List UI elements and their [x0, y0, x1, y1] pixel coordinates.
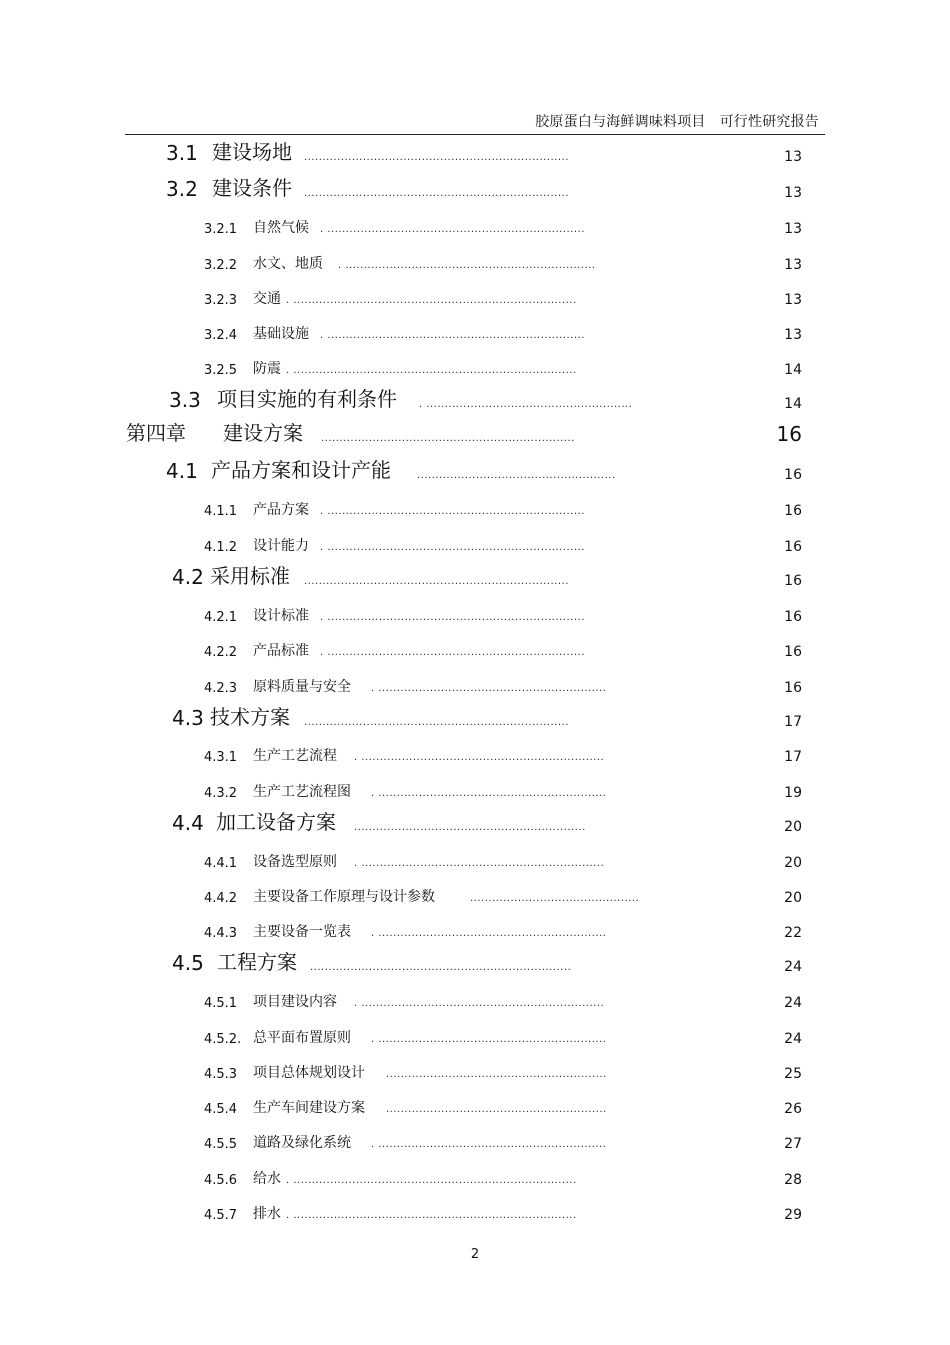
toc-entry[interactable] — [0, 599, 950, 629]
toc-entry-title: 加工设备方案 — [216, 810, 336, 834]
toc-entry[interactable] — [0, 670, 950, 700]
toc-entry-leader: . ...................................................................... — [320, 612, 585, 623]
toc-entry-number: 4.3.2 — [204, 786, 238, 801]
toc-entry-number: 3.2.1 — [204, 222, 238, 237]
toc-entry-title: 技术方案 — [210, 705, 290, 729]
toc-entry-title: 给水 — [253, 1171, 281, 1187]
toc-entry[interactable] — [0, 457, 950, 487]
toc-entry-page: 13 — [784, 327, 802, 343]
toc-entry-page: 29 — [784, 1207, 802, 1223]
toc-entry-number: 4.5.6 — [204, 1173, 238, 1188]
toc-entry-title: 建设方案 — [223, 421, 303, 445]
toc-entry[interactable] — [0, 282, 950, 312]
toc-entry-leader: ........................................................................ — [304, 152, 569, 163]
toc-entry-page: 22 — [784, 925, 802, 941]
toc-entry-number: 4.3.1 — [204, 750, 238, 765]
toc-entry-number: 第四章 — [126, 421, 186, 445]
toc-entry-number: 4.2.3 — [204, 681, 238, 696]
toc-entry[interactable] — [0, 386, 950, 416]
toc-entry-page: 16 — [784, 573, 802, 589]
toc-entry-leader: . .................................................................. — [354, 752, 605, 763]
toc-entry-page: 20 — [784, 819, 802, 835]
toc-entry-leader: . ...................................................................... — [320, 224, 585, 235]
toc-entry-page: 17 — [784, 749, 802, 765]
toc-entry-title: 排水 — [253, 1206, 281, 1222]
toc-entry-title: 自然气候 — [253, 220, 309, 236]
toc-entry-number: 3.2.3 — [204, 293, 238, 308]
toc-entry[interactable] — [0, 175, 950, 205]
toc-entry-leader: ........................................................................ — [304, 188, 569, 199]
toc-entry-leader: . ...................................................................... — [320, 330, 585, 341]
toc-entry-title: 主要设备一览表 — [253, 924, 351, 940]
toc-entry-page: 13 — [784, 149, 802, 165]
toc-entry-leader: ...................................................... — [417, 470, 616, 481]
toc-entry-page: 16 — [784, 609, 802, 625]
toc-entry-title: 水文、地质 — [253, 256, 323, 272]
toc-entry-title: 产品方案和设计产能 — [211, 458, 391, 482]
toc-entry-number: 4.1.1 — [204, 504, 238, 519]
toc-entry[interactable] — [0, 845, 950, 875]
toc-entry-leader: . ............................................................................. — [286, 1210, 577, 1221]
toc-entry-title: 道路及绿化系统 — [253, 1135, 351, 1151]
toc-entry-title: 主要设备工作原理与设计参数 — [253, 889, 435, 905]
toc-entry[interactable] — [0, 634, 950, 664]
toc-entry-title: 总平面布置原则 — [253, 1030, 351, 1046]
toc-entry-page: 16 — [784, 503, 802, 519]
toc-entry-page: 16 — [776, 422, 802, 446]
toc-entry-page: 13 — [784, 185, 802, 201]
toc-entry-number: 4.2.2 — [204, 645, 238, 660]
toc-entry-title: 设计标准 — [253, 608, 309, 624]
toc-entry[interactable] — [0, 704, 950, 734]
toc-entry-number: 4.2.1 — [204, 610, 238, 625]
toc-entry-leader: ..................................................................... — [321, 433, 575, 444]
toc-entry-leader: ............................................................... — [354, 822, 586, 833]
toc-entry[interactable] — [0, 949, 950, 979]
toc-entry[interactable] — [0, 1021, 950, 1051]
toc-entry-number: 3.1 — [166, 141, 198, 165]
toc-entry-page: 24 — [784, 1031, 802, 1047]
toc-entry-leader: . ........................................................ — [419, 399, 633, 410]
toc-entry[interactable] — [0, 1056, 950, 1086]
toc-entry[interactable] — [0, 352, 950, 382]
toc-entry-page: 14 — [784, 396, 802, 412]
toc-entry-page: 13 — [784, 257, 802, 273]
toc-entry-title: 交通 — [253, 291, 281, 307]
toc-entry[interactable] — [0, 1126, 950, 1156]
toc-entry-title: 生产工艺流程 — [253, 748, 337, 764]
toc-entry-title: 设备选型原则 — [253, 854, 337, 870]
toc-entry-leader: . .............................................................. — [371, 683, 607, 694]
toc-entry-page: 24 — [784, 995, 802, 1011]
toc-entry-number: 4.4 — [172, 811, 204, 835]
header-project-name: 胶原蛋白与海鲜调味料项目 — [535, 114, 706, 130]
toc-entry[interactable] — [0, 1091, 950, 1121]
toc-entry-page: 16 — [784, 467, 802, 483]
toc-entry-title: 项目总体规划设计 — [253, 1065, 365, 1081]
toc-entry[interactable] — [0, 739, 950, 769]
toc-entry-title: 建设场地 — [212, 140, 292, 164]
toc-entry[interactable] — [0, 1197, 950, 1227]
toc-entry-number: 4.5.5 — [204, 1137, 238, 1152]
toc-entry-page: 20 — [784, 855, 802, 871]
toc-entry[interactable] — [0, 563, 950, 593]
toc-entry-number: 3.3 — [169, 388, 201, 412]
toc-entry-leader: . ...................................................................... — [320, 506, 585, 517]
toc-entry-number: 3.2.4 — [204, 328, 238, 343]
toc-entry-leader: . .................................................................. — [354, 998, 605, 1009]
toc-entry-page: 24 — [784, 959, 802, 975]
toc-entry-title: 产品标准 — [253, 643, 309, 659]
toc-entry-number: 4.5.3 — [204, 1067, 238, 1082]
toc-entry[interactable] — [0, 1162, 950, 1192]
toc-entry-page: 16 — [784, 539, 802, 555]
toc-entry-number: 4.1 — [166, 459, 198, 483]
toc-entry-number: 4.1.2 — [204, 540, 238, 555]
toc-entry-page: 13 — [784, 292, 802, 308]
toc-entry[interactable] — [0, 915, 950, 945]
toc-entry-title: 项目实施的有利条件 — [217, 387, 397, 411]
toc-entry-page: 27 — [784, 1136, 802, 1152]
toc-entry-number: 3.2.2 — [204, 258, 238, 273]
toc-entry-title: 生产车间建设方案 — [253, 1100, 365, 1116]
toc-entry-leader: ........................................................................ — [304, 717, 569, 728]
toc-entry-leader: . ............................................................................. — [286, 1175, 577, 1186]
toc-entry-title: 设计能力 — [253, 538, 309, 554]
toc-entry[interactable] — [0, 529, 950, 559]
toc-entry-page: 17 — [784, 714, 802, 730]
toc-entry-title: 产品方案 — [253, 502, 309, 518]
toc-entry-leader: ........................................................................ — [304, 576, 569, 587]
toc-entry-page: 14 — [784, 362, 802, 378]
toc-entry-page: 26 — [784, 1101, 802, 1117]
toc-entry-leader: ....................................................................... — [310, 962, 572, 973]
toc-entry-number: 4.5.4 — [204, 1102, 238, 1117]
toc-entry-leader: . .................................................................. — [354, 858, 605, 869]
toc-entry-leader: . ...................................................................... — [320, 647, 585, 658]
toc-entry-title: 生产工艺流程图 — [253, 784, 351, 800]
toc-entry-title: 防震 — [253, 361, 281, 377]
toc-entry-title: 建设条件 — [212, 176, 292, 200]
toc-entry-number: 3.2 — [166, 177, 198, 201]
toc-entry-page: 19 — [784, 785, 802, 801]
toc-entry-title: 工程方案 — [217, 950, 297, 974]
toc-entry-leader: ............................................................ — [386, 1104, 607, 1115]
toc-entry-title: 采用标准 — [210, 564, 290, 588]
toc-entry-title: 基础设施 — [253, 326, 309, 342]
toc-entry-number: 4.5.7 — [204, 1208, 238, 1223]
toc-entry-leader: . ............................................................................. — [286, 295, 577, 306]
toc-entry-number: 4.3 — [172, 706, 204, 730]
toc-entry[interactable] — [0, 247, 950, 277]
toc-entry-number: 4.5.1 — [204, 996, 238, 1011]
toc-entry[interactable] — [0, 211, 950, 241]
toc-entry-title: 项目建设内容 — [253, 994, 337, 1010]
toc-entry-number: 4.5 — [172, 951, 204, 975]
toc-entry-page: 20 — [784, 890, 802, 906]
toc-entry-leader: . ............................................................................. — [286, 365, 577, 376]
toc-entry-leader: . .............................................................. — [371, 1034, 607, 1045]
toc-entry[interactable] — [0, 775, 950, 805]
toc-entry-leader: . ...................................................................... — [320, 542, 585, 553]
toc-entry-number: 4.4.2 — [204, 891, 238, 906]
toc-entry-page: 16 — [784, 680, 802, 696]
toc-entry[interactable] — [0, 493, 950, 523]
toc-entry-page: 16 — [784, 644, 802, 660]
toc-entry-number: 4.4.1 — [204, 856, 238, 871]
toc-entry-number: 3.2.5 — [204, 363, 238, 378]
toc-entry-number: 4.4.3 — [204, 926, 238, 941]
toc-entry-leader: . .................................................................... — [338, 260, 596, 271]
toc-entry-leader: . .............................................................. — [371, 1139, 607, 1150]
toc-entry-leader: . .............................................................. — [371, 788, 607, 799]
toc-entry-leader: ............................................................ — [386, 1069, 607, 1080]
toc-entry-title: 原料质量与安全 — [253, 679, 351, 695]
toc-entry[interactable] — [0, 317, 950, 347]
toc-entry[interactable] — [0, 809, 950, 839]
toc-entry[interactable] — [0, 880, 950, 910]
toc-entry[interactable] — [0, 139, 950, 169]
page-number: 2 — [470, 1247, 480, 1262]
toc-entry[interactable] — [0, 985, 950, 1015]
toc-entry-page: 28 — [784, 1172, 802, 1188]
toc-entry-number: 4.5.2. — [204, 1032, 242, 1047]
toc-entry-page: 13 — [784, 221, 802, 237]
header-report-type: 可行性研究报告 — [719, 114, 819, 130]
toc-entry-page: 25 — [784, 1066, 802, 1082]
toc-chapter-entry[interactable] — [0, 420, 950, 450]
toc-entry-leader: .............................................. — [470, 893, 640, 904]
toc-entry-number: 4.2 — [172, 565, 204, 589]
toc-entry-leader: . .............................................................. — [371, 928, 607, 939]
